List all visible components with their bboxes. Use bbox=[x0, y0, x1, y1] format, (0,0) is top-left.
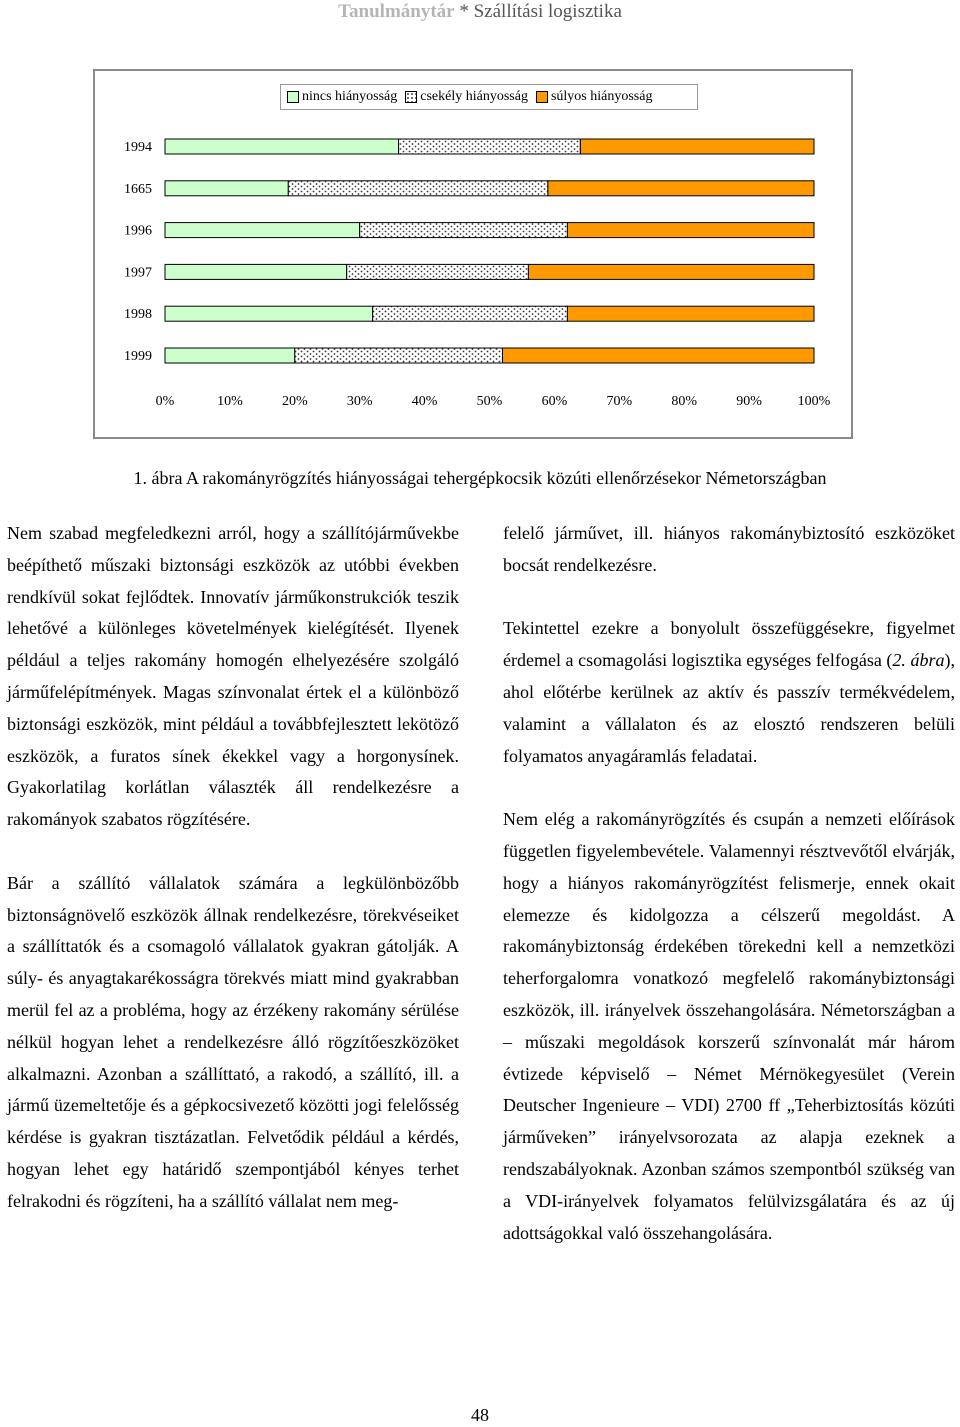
legend-label-minor: csekély hiányosság bbox=[420, 89, 528, 104]
header-separator: * bbox=[459, 1, 469, 22]
y-tick-label: 1996 bbox=[124, 223, 152, 239]
header-brand: Tanulmánytár bbox=[338, 1, 455, 22]
left-paragraph-1: Nem szabad megfeledkezni arról, hogy a szállítójárművekbe beépíthető műszaki biztonsági eszközök az utóbbi években rendkívül sokat fejlődtek. Innovatív járműkonstrukciók teszik lehetővé a különleges követelmények kielégítését. Ilyenek például a teljes rakomány homogén elhelyezésére szolgáló járműfelépítmények. Magas színvonalat értek el a különböző biztonsági eszközök, mint például a továbbfejlesztett lekötöző eszközök, a furatos sínek ékekkel vagy a horgonysínek. Gyakorlatilag korlátlan választék áll rendelkezésre a rakományok szabatos rögzítésére. bbox=[7, 523, 459, 830]
x-tick-label: 90% bbox=[736, 394, 762, 409]
bar-1999-minor bbox=[295, 348, 503, 363]
x-tick-label: 40% bbox=[411, 394, 438, 409]
bar-1997-minor bbox=[347, 264, 529, 279]
x-tick-label: 100% bbox=[797, 394, 831, 409]
stacked-bar-chart bbox=[0, 0, 960, 460]
x-tick-label: 30% bbox=[346, 394, 373, 409]
bar-1665-none bbox=[165, 181, 288, 196]
x-tick-label: 20% bbox=[281, 394, 308, 409]
y-tick-label: 1999 bbox=[124, 349, 152, 364]
x-tick-label: 60% bbox=[541, 394, 568, 409]
left-paragraph-2: Bár a szállító vállalatok számára a legkülönbözőbb biztonságnövelő eszközök állnak rendelkezésre, törekvéseiket a szállíttatók és a csomagoló vállalatok gyakran gátolják. A súly- és anyagtakarékosságra törekvés miatt mind gyakrabban merül fel az a probléma, hogy az érzékeny rakomány sérülése nélkül hogyan lehet a rendelkezésre álló rögzítőeszközöket alkalmazni. Azonban a szállíttató, a rakodó, a szállító, ill. a jármű üzemeltetője és a gépkocsivezető közötti jogi felelősség kérdése is gyakran tisztázatlan. Felvetődik például a kérdés, hogyan lehet egy határidő szempontjából kényes terhet felrakodni és rögzíteni, ha a szállító vállalat nem meg- bbox=[7, 872, 459, 1211]
x-tick-label: 10% bbox=[217, 394, 243, 409]
bar-1994-severe bbox=[580, 139, 814, 154]
bar-1994-minor bbox=[399, 139, 581, 154]
bar-1998-none bbox=[165, 306, 373, 321]
legend-label-none: nincs hiányosság bbox=[302, 89, 398, 104]
bar-1999-none bbox=[165, 348, 295, 363]
bar-1996-none bbox=[165, 223, 360, 238]
right-paragraph-2-end: ), ahol előtérbe kerülnek az aktív és passzív termékvédelem, valamint a vállalaton és az elosztó rendszeren belüli folyamatos anyagáramlás feladatai. bbox=[503, 650, 955, 766]
y-tick-label: 1998 bbox=[124, 307, 152, 323]
x-tick-label: 0% bbox=[155, 394, 175, 409]
y-tick-label: 1994 bbox=[124, 140, 152, 155]
right-paragraph-2 bbox=[503, 613, 955, 772]
page-number: 48 bbox=[471, 1405, 489, 1425]
figure-caption: 1. ábra A rakományrögzítés hiányosságai tehergépkocsik közúti ellenőrzésekor Németországban bbox=[133, 468, 827, 488]
x-tick-label: 50% bbox=[476, 394, 503, 409]
bar-1996-severe bbox=[567, 223, 814, 238]
right-paragraph-2-start: Tekintettel ezekre a bonyolult összefüggésekre, figyelmet érdemel a csomagolási logisztika egységes felfogása ( bbox=[503, 618, 955, 671]
bar-1665-minor bbox=[288, 181, 548, 196]
right-column bbox=[503, 518, 955, 1249]
bar-1996-minor bbox=[360, 223, 568, 238]
legend-label-severe: súlyos hiányosság bbox=[550, 89, 653, 104]
x-tick-label: 70% bbox=[606, 394, 633, 409]
bar-1998-severe bbox=[567, 306, 814, 321]
figure-reference: 2. ábra bbox=[892, 650, 945, 671]
y-tick-label: 1665 bbox=[124, 181, 152, 197]
bar-1994-none bbox=[165, 139, 399, 154]
right-paragraph-3: Nem elég a rakományrögzítés és csupán a nemzeti előírások független figyelembevétele. Valamennyi résztvevőtől elvárják, hogy a hiányos rakományrögzítést felismerje, ennek okait elemezze és kidolgozza a célszerű megoldást. A rakománybiztonság érdekében törekedni kell a nemzetközi teherforgalomra vonatkozó megfelelő rakománybiztonsági eszközök, ill. irányelvek összehangolására. Németországban a – műszaki megoldások korszerű színvonalát már három évtizede képviselő – Német Mérnökegyesület (Verein Deutscher Ingenieure – VDI) 2700 ff „Teherbiztosítás közúti járműveken” irányelvsorozata az alapja ezeknek a rendszabályoknak. Azonban számos szempontból szükség van a VDI-irányelvek folyamatos felülvizsgálatára és az új adottságokkal való összehangolására. bbox=[503, 809, 955, 1243]
x-tick-label: 80% bbox=[671, 394, 698, 409]
bar-1997-none bbox=[165, 264, 347, 279]
left-column bbox=[7, 518, 459, 1218]
bar-1997-severe bbox=[528, 264, 814, 279]
bar-1999-severe bbox=[503, 348, 815, 363]
bar-1998-minor bbox=[373, 306, 568, 321]
right-paragraph-1: felelő járművet, ill. hiányos rakománybiztosító eszközöket bocsát rendelkezésre. bbox=[503, 523, 955, 575]
bar-1665-severe bbox=[548, 181, 814, 196]
y-tick-label: 1997 bbox=[124, 265, 152, 281]
header-subject: Szállítási logisztika bbox=[473, 1, 622, 22]
